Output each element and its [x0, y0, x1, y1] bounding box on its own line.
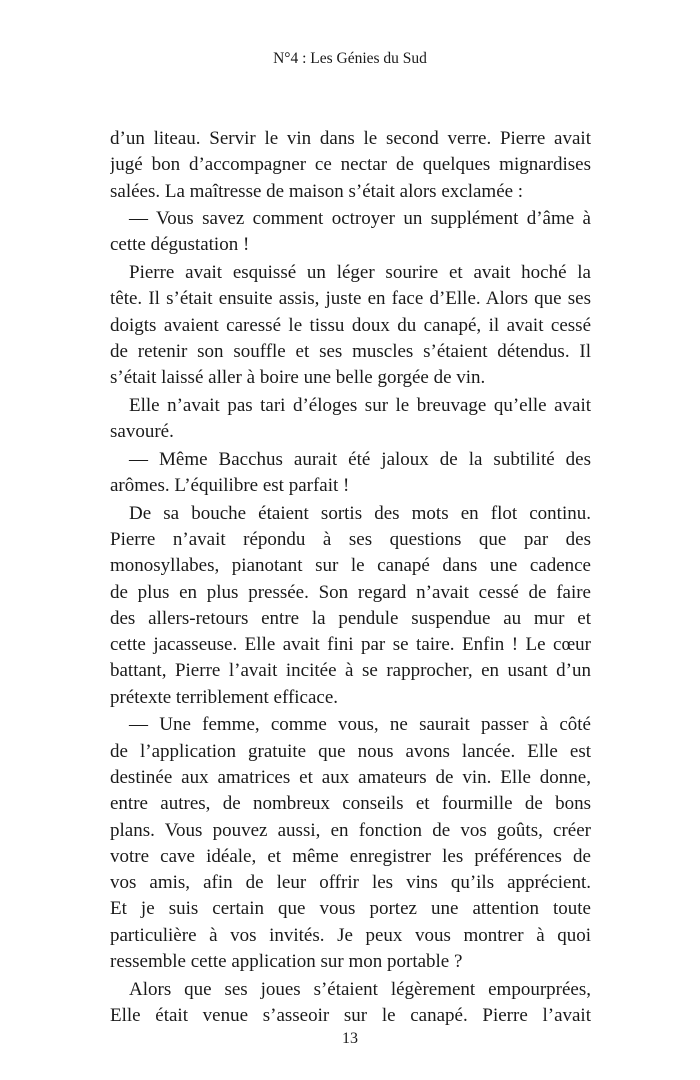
text-line: vos amis, afin de leur offrir les vins qu’ils apprécient. [110, 872, 591, 894]
text-line: monosyllabes, pianotant sur le canapé dans une cadence [110, 555, 591, 577]
text-line: salées. La maîtresse de maison s’était alors exclamée : [110, 180, 524, 202]
text-line: Elle était venue s’asseoir sur le canapé. Pierre l’avait [110, 1004, 591, 1026]
paragraph [110, 126, 591, 205]
paragraph [110, 447, 591, 500]
text-line: Pierre avait esquissé un léger sourire et avait hoché la [129, 262, 591, 284]
text-line: — Même Bacchus aurait été jaloux de la subtilité des [129, 448, 591, 470]
text-line: de l’application gratuite que nous avons lancée. Elle est [110, 740, 591, 762]
page-number: 13 [342, 1030, 358, 1047]
text-line: entre autres, de nombreux conseils et fourmille de bons [110, 793, 591, 815]
text-line: De sa bouche étaient sortis des mots en flot continu. [129, 502, 591, 524]
text-line: doigts avaient caressé le tissu doux du canapé, il avait cessé [110, 314, 591, 336]
body-text [110, 126, 591, 1030]
text-line: Elle n’avait pas tari d’éloges sur le breuvage qu’elle avait [129, 394, 591, 416]
text-line: arômes. L’équilibre est parfait ! [110, 475, 350, 497]
paragraph [110, 501, 591, 711]
text-line: s’était laissé aller à boire une belle gorgée de vin. [110, 367, 486, 389]
text-line: plans. Vous pouvez aussi, en fonction de vos goûts, créer [110, 819, 591, 841]
text-line: battant, Pierre l’avait incitée à se rapprocher, en usant d’un [110, 660, 591, 682]
running-header: N°4 : Les Génies du Sud [273, 50, 427, 67]
text-line: Alors que ses joues s’étaient légèrement empourprées, [129, 978, 591, 1000]
text-line: particulière à vos invités. Je peux vous montrer à quoi [110, 924, 591, 946]
text-line: Pierre n’avait répondu à ses questions que par des [110, 528, 591, 550]
text-line: Et je suis certain que vous portez une attention toute [110, 898, 591, 920]
paragraph [110, 393, 591, 446]
text-line: ressemble cette application sur mon portable ? [110, 950, 463, 972]
text-line: prétexte terriblement efficace. [110, 686, 339, 708]
paragraph [110, 977, 591, 1030]
paragraph [110, 260, 591, 391]
text-line: jugé bon d’accompagner ce nectar de quelques mignardises [110, 154, 591, 176]
paragraph [110, 712, 591, 975]
paragraph [110, 206, 591, 259]
text-line: tête. Il s’était ensuite assis, juste en face d’Elle. Alors que ses [110, 288, 591, 310]
text-line: de retenir son souffle et ses muscles s’étaient détendus. Il [110, 340, 591, 362]
text-line: cette dégustation ! [110, 234, 250, 256]
text-line: des allers-retours entre la pendule suspendue au mur et [110, 607, 591, 629]
text-line: cette jacasseuse. Elle avait fini par se taire. Enfin ! Le cœur [110, 634, 591, 656]
text-line: — Vous savez comment octroyer un supplément d’âme à [129, 208, 591, 230]
text-line: d’un liteau. Servir le vin dans le second verre. Pierre avait [110, 128, 591, 149]
text-line: de plus en plus pressée. Son regard n’avait cessé de faire [110, 581, 591, 603]
text-line: votre cave idéale, et même enregistrer les préférences de [110, 845, 591, 867]
text-line: — Une femme, comme vous, ne saurait passer à côté [129, 714, 591, 736]
text-line: destinée aux amatrices et aux amateurs de vin. Elle donne, [110, 766, 591, 788]
text-line: savouré. [110, 421, 174, 443]
